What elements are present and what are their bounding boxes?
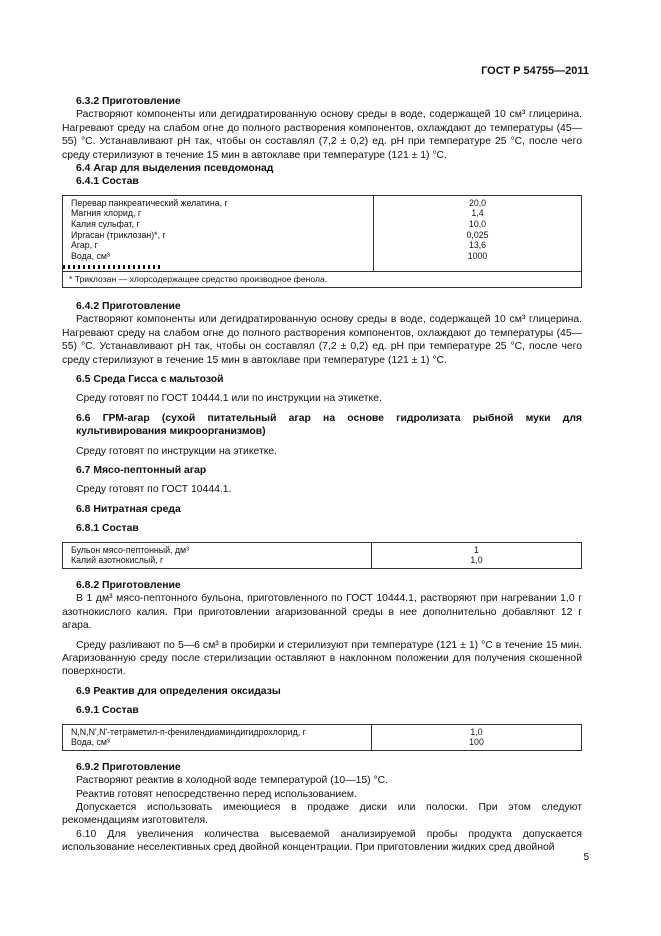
subsection-heading: 6.9.1 Состав [76,705,139,717]
paragraph: 6.10 Для увеличения количества высеваемой анализируемой пробы продукта допускается использование неселективных сред двойной концентрации. При приготовлении жидких сред двойной [62,828,582,854]
table-cell-value: 1,0 [470,555,483,566]
section-heading: 6.9 Реактив для определения оксидазы [76,685,281,697]
section-heading: 6.3.2 Приготовление [76,96,181,107]
paragraph: Среду готовят по инструкции на этикетке. [76,445,278,457]
paragraph: Допускается использовать имеющиеся в продаже диски или полоски. При этом следуют рекомендациям изготовителя. [62,801,582,827]
section-heading: 6.4.2 Приготовление [76,301,181,312]
section-heading: 6.9.2 Приготовление [76,761,181,773]
table-cell-value: 20,0 [468,197,487,208]
composition-table-2 [62,542,582,569]
page-content [62,95,582,855]
table-cell-name: Вода, см³ [71,250,110,261]
paragraph: Растворяют компоненты или дегидратированную основу среды в воде, содержащей 10 см³ глицерина. Нагревают среду на слабом огне до полного растворения компонентов, охлаждают до температуры (45—55) °С. Устанавливают рН так, чтобы он составлял (7,2 ± 0,2) ед. рН при температуре 25 °С, после чего среду стерилизуют в течение 15 мин в автоклаве при температуре (121 ± 1) °С. [62,109,582,161]
table-cell-name: Магния хлорид, г [71,208,142,219]
section-heading: 6.4 Агар для выделения псевдомонад [76,163,274,175]
footnote-text: * Триклозан — хлорсодержащее средство производное фенола. [69,274,328,285]
table-cell-value: 0,025 [466,229,489,240]
table-cell-name: Бульон мясо-пептонный, дм³ [71,544,190,555]
section-heading: 6.6 ГРМ-агар (сухой питательный агар на основе гидролизата рыбной муки для культивирования микроорганизмов) [76,412,582,438]
table-cell-value: 1,0 [470,726,483,737]
composition-table-1 [62,195,582,288]
table-cell-value: 13,6 [468,240,487,251]
table-cell-name: Калия сульфат, г [71,219,140,230]
table-cell-name: Калий азотнокислый, г [71,555,164,566]
table-cell-name: Перевар панкреатический желатина, г [71,197,228,208]
composition-table-3 [62,724,582,751]
paragraph: Среду готовят по ГОСТ 10444.1 или по инструкции на этикетке. [76,393,382,405]
section-heading: 6.8 Нитратная среда [76,503,181,515]
paragraph: В 1 дм³ мясо-пептонного бульона, приготовленного по ГОСТ 10444.1, растворяют при нагревании 1,0 г азотнокислого калия. При приготовлении агаризованной среды в нее дополнительно добавляют 12 г агара. [62,593,582,632]
table-cell-name: Агар, г [71,240,98,251]
table-cell-value: 1 [474,544,479,555]
paragraph: Среду готовят по ГОСТ 10444.1. [76,484,232,496]
paragraph: Растворяют реактив в холодной воде температурой (10—15) °С. [76,775,389,787]
page-number: 5 [583,852,589,863]
subsection-heading: 6.8.1 Состав [76,523,139,535]
paragraph: Среду разливают по 5—6 см³ в пробирки и стерилизуют при температуре (121 ± 1) °С в течение 15 мин. Агаризованную среду после стерилизации оставляют в наклонном положении для получения скошенной поверхности. [62,639,582,678]
table-cell-name: N,N,N',N'-тетраметил-п-фенилендиаминдигидрохлорид, г [71,726,306,737]
table-cell-name: Иргасан (триклозан)*, г [71,229,166,240]
paragraph: Реактив готовят непосредственно перед использованием. [76,788,357,800]
table-cell-value: 10,0 [468,219,487,230]
table-cell-value: 1000 [467,250,488,261]
section-heading: 6.8.2 Приготовление [76,579,181,591]
subsection-heading: 6.4.1 Состав [76,176,139,188]
table-cell-value: 1,4 [471,208,484,219]
document-header: ГОСТ Р 54755—2011 [481,65,589,77]
table-cell-value: 100 [469,737,484,748]
section-heading: 6.7 Мясо-пептонный агар [76,465,207,477]
table-footnote [63,271,581,287]
section-heading: 6.5 Среда Гисса с мальтозой [76,374,224,386]
table-cell-name: Вода, см³ [71,737,110,748]
dotted-line [63,265,163,269]
paragraph: Растворяют компоненты или дегидратированную основу среды в воде, содержащей 10 см³ глицерина. Нагревают среду на слабом огне до полного растворения компонентов, охлаждают до температуры (45—55) °С. Устанавливают рН так, чтобы он составлял (7,2 ± 0,2) ед. рН при температуре 25 °С, после чего среду стерилизуют в течение 15 мин в автоклаве при температуре (121 ± 1) °С. [62,314,582,366]
